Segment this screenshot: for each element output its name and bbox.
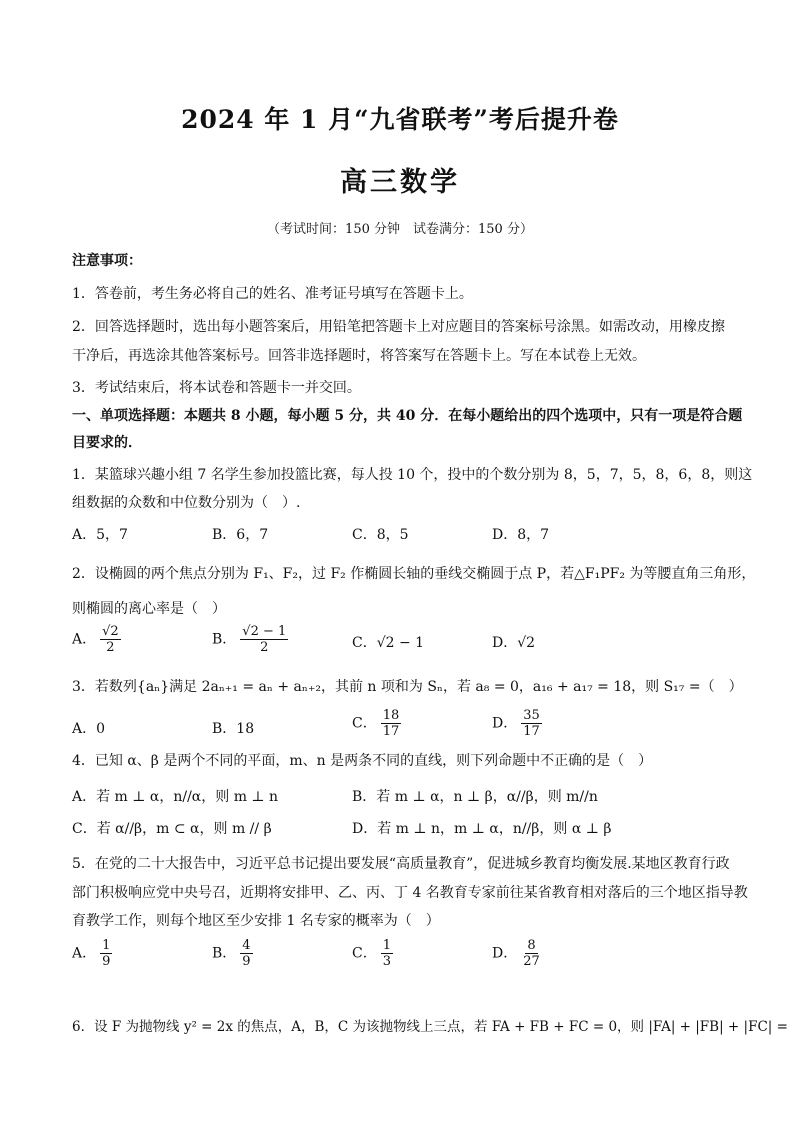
q5-option-b[interactable]: [212, 938, 253, 969]
exam-info: （考试时间：150 分钟 试卷满分：150 分）: [267, 222, 533, 237]
q2-option-a[interactable]: [72, 624, 121, 655]
q5-option-c-label: C．: [352, 945, 377, 962]
q2-option-a-label: A．: [72, 631, 97, 648]
q2-option-d[interactable]: D．√2: [492, 635, 536, 651]
q1-option-b[interactable]: B．6，7: [212, 527, 269, 543]
q5-option-d-denominator: 27: [523, 954, 540, 969]
q5-option-d-label: D．: [492, 945, 518, 962]
q5-option-a-numerator: 1: [102, 938, 111, 953]
q5-option-c-fraction: [381, 938, 393, 969]
q5-option-a-fraction: [100, 938, 112, 969]
q4-stem: 4．已知 α、β 是两个不同的平面，m、n 是两条不同的直线，则下列命题中不正确的是（ ）: [72, 753, 653, 769]
q3-option-a[interactable]: A．0: [72, 721, 106, 737]
q1-stem-line-1: 1．某篮球兴趣小组 7 名学生参加投篮比赛，每人投 10 个，投中的个数分别为 8，5，7，5，8，6，8，则这: [72, 467, 753, 483]
q2-option-c[interactable]: C．√2 − 1: [352, 635, 425, 651]
note-item-1: 1．答卷前，考生务必将自己的姓名、准考证号填写在答题卡上。: [72, 286, 473, 302]
q5-option-b-numerator: 4: [242, 938, 251, 953]
q3-option-d-label: D．: [492, 715, 518, 732]
q3-stem: 3．若数列{aₙ}满足 2aₙ₊₁ = aₙ + aₙ₊₂，其前 n 项和为 Sₙ，若 a₈ = 0，a₁₆ + a₁₇ = 18，则 S₁₇ =（ ）: [72, 679, 743, 695]
q3-option-c-fraction: [381, 708, 402, 739]
q5-option-d[interactable]: [492, 938, 542, 969]
q3-option-c-numerator: 18: [382, 708, 400, 723]
q5-option-c[interactable]: [352, 938, 393, 969]
section-1-heading-line-1: 一、单项选择题：本题共 8 小题，每小题 5 分，共 40 分．在每小题给出的四个选项中，只有一项是符合题: [72, 408, 743, 424]
q5-option-b-fraction: [240, 938, 252, 969]
q3-option-c-denominator: 17: [382, 724, 400, 739]
q2-option-b-denominator: 2: [260, 640, 269, 655]
q5-option-d-numerator: 8: [527, 938, 536, 953]
q5-stem-line-3: 育教学工作，则每个地区至少安排 1 名专家的概率为（ ）: [72, 913, 440, 929]
q5-option-c-numerator: 1: [382, 938, 391, 953]
q5-option-b-label: B．: [212, 945, 237, 962]
q2-option-a-numerator: √2: [102, 624, 119, 639]
q3-option-d[interactable]: [492, 708, 542, 739]
q3-option-c-label: C．: [352, 715, 377, 732]
q2-stem-line-1: 2．设椭圆的两个焦点分别为 F₁、F₂，过 F₂ 作椭圆长轴的垂线交椭圆于点 P，若△F₁PF₂ 为等腰直角三角形，: [72, 566, 756, 582]
q3-option-d-numerator: 35: [523, 708, 540, 723]
q5-option-b-denominator: 9: [242, 954, 251, 969]
q1-option-a[interactable]: A．5，7: [72, 527, 128, 543]
q3-option-c[interactable]: [352, 708, 401, 739]
q5-option-a-denominator: 9: [102, 954, 111, 969]
q5-option-a[interactable]: [72, 938, 112, 969]
q6-stem: 6．设 F 为抛物线 y² = 2x 的焦点，A，B，C 为该抛物线上三点，若 FA + FB + FC = 0，则 |FA| + |FB| + |FC| =: [72, 1019, 788, 1035]
q2-option-b[interactable]: [212, 624, 288, 655]
q2-option-a-fraction: [100, 624, 121, 655]
q1-option-c[interactable]: C．8，5: [352, 527, 409, 543]
q4-option-a[interactable]: A．若 m ⊥ α，n//α，则 m ⊥ n: [72, 789, 279, 805]
q5-option-d-fraction: [521, 938, 542, 969]
q2-option-b-label: B．: [212, 631, 237, 648]
q2-stem-line-2: 则椭圆的离心率是（ ）: [72, 601, 226, 617]
q5-option-c-denominator: 3: [382, 954, 391, 969]
q3-option-d-fraction: [521, 708, 542, 739]
q2-option-b-numerator: √2 − 1: [242, 624, 287, 639]
q1-option-d[interactable]: D．8，7: [492, 527, 550, 543]
subject-title: 高三数学: [340, 167, 460, 198]
notes-heading: 注意事项：: [72, 253, 142, 269]
note-item-2-line-2: 干净后，再选涂其他答案标号。回答非选择题时，将答案写在答题卡上。写在本试卷上无效。: [72, 348, 646, 364]
q4-option-c[interactable]: C．若 α//β，m ⊂ α，则 m // β: [72, 821, 272, 837]
note-item-2-line-1: 2．回答选择题时，选出每小题答案后，用铅笔把答题卡上对应题目的答案标号涂黑。如需改动，用橡皮擦: [72, 319, 725, 335]
q4-option-b[interactable]: B．若 m ⊥ α，n ⊥ β，α//β，则 m//n: [352, 789, 598, 805]
q5-stem-line-1: 5．在党的二十大报告中，习近平总书记提出要发展“高质量教育”，促进城乡教育均衡发展.某地区教育行政: [72, 856, 730, 872]
q2-option-a-denominator: 2: [106, 640, 115, 655]
q3-option-b[interactable]: B．18: [212, 721, 255, 737]
q4-option-d[interactable]: D．若 m ⊥ n，m ⊥ α，n//β，则 α ⊥ β: [352, 821, 612, 837]
q3-option-d-denominator: 17: [523, 724, 540, 739]
page-title: 2024 年 1 月“九省联考”考后提升卷: [181, 105, 619, 134]
q5-stem-line-2: 部门积极响应党中央号召，近期将安排甲、乙、丙、丁 4 名教育专家前往某省教育相对落后的三个地区指导教: [72, 885, 748, 901]
note-item-3: 3．考试结束后，将本试卷和答题卡一并交回。: [72, 380, 361, 396]
q1-stem-line-2: 组数据的众数和中位数分别为（ ）.: [72, 495, 301, 511]
section-1-heading-line-2: 目要求的．: [72, 435, 142, 451]
q5-option-a-label: A．: [72, 945, 97, 962]
q2-option-b-fraction: [240, 624, 288, 655]
